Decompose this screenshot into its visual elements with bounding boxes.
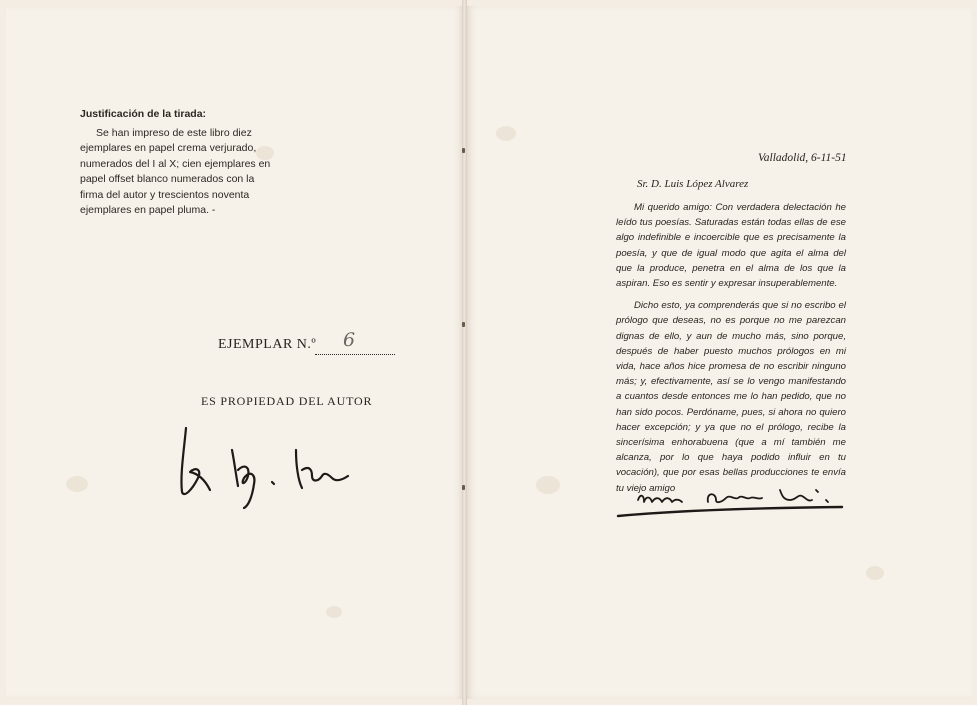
property-notice: ES PROPIEDAD DEL AUTOR <box>201 394 373 408</box>
ejemplar-dotted-line <box>315 354 395 355</box>
justification-block <box>80 107 280 219</box>
ejemplar-label: EJEMPLAR N.º <box>218 337 317 352</box>
letter-body <box>616 200 846 503</box>
book-gutter <box>462 0 467 705</box>
justification-text: Se han impreso de este libro diez ejemplares en papel crema verjurado, numerados del I al X; cien ejemplares en papel offset blanco numerados con la firma del autor y trescientos noventa ejemplares en papel pluma. - <box>80 126 271 216</box>
letter-paragraph: Mi querido amigo: Con verdadera delectación he leído tus poesías. Saturadas están todas ellas de ese algo indefinible e incoercible que es precisamente la poesía, y que de igual modo que agita el alma del que la produce, penetra en el alma de los que la aspiran. Eso es sentir y expresar insuperablemente. <box>616 202 846 290</box>
letter-dateline: Valladolid, 6-11-51 <box>758 152 847 164</box>
ejemplar-field <box>218 329 398 353</box>
binding-stitch <box>462 148 465 153</box>
ejemplar-number: 6 <box>343 329 356 351</box>
author-signature <box>172 420 362 515</box>
letter-addressee: Sr. D. Luis López Alvarez <box>637 178 749 190</box>
sender-signature <box>612 478 852 528</box>
justification-title: Justificación de la tirada: <box>80 108 207 120</box>
binding-stitch <box>462 485 465 490</box>
letter-paragraph: Dicho esto, ya comprenderás que si no escribo el prólogo que deseas, no es porque no me parezcan dignas de ello, y aun de mucho más, sino porque, después de haber puesto muchos prólogos en mi vida, hace años hice promesa de no escribir ninguno más; y, efectivamente, así se lo vengo manifestando a cuantos desde entonces me lo han pedido, que no han sido pocos. Perdóname, pues, si ahora no quiero hacer excepción; y ya que no el prólogo, recibe la sincerísima enhorabuena (que a mí también me alcanza, por lo que haya podido influir en tu vocación), que por esas bellas producciones te envía tu viejo amigo <box>616 300 846 494</box>
binding-stitch <box>462 322 465 327</box>
